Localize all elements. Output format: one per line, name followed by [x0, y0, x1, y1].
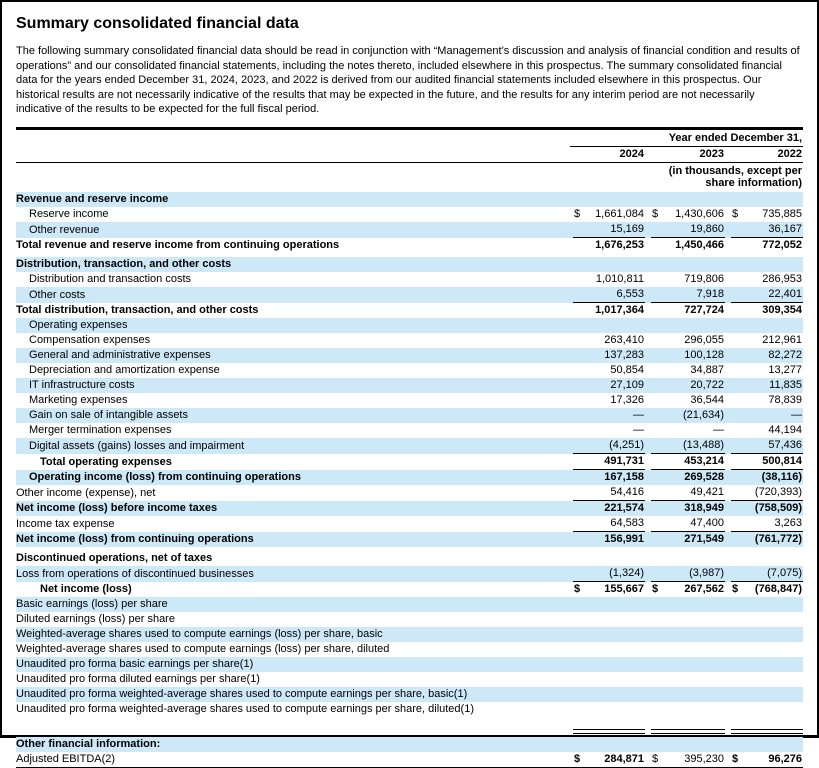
value-cell	[573, 640, 645, 642]
cell-value: 1,661,084	[595, 207, 644, 220]
table-row	[16, 222, 803, 238]
row-label: Unaudited pro forma basic earnings per share(1)	[16, 657, 254, 670]
cell-value: 1,010,811	[595, 272, 644, 285]
cell-value: 44,194	[768, 423, 802, 436]
value-cell	[573, 516, 645, 532]
value-cell	[731, 625, 803, 627]
value-cell	[573, 272, 645, 287]
cell-value: 221,574	[604, 501, 644, 514]
dollar-sign: $	[652, 207, 659, 220]
value-cell	[573, 438, 645, 454]
value-cell	[651, 238, 725, 253]
row-label: Total distribution, transaction, and other costs	[16, 303, 259, 316]
value-cell	[731, 485, 803, 501]
value-cell	[731, 408, 803, 423]
cell-value: 3,263	[774, 516, 802, 529]
row-label: Distribution, transaction, and other costs	[16, 257, 232, 270]
dollar-sign: $	[732, 752, 739, 765]
value-cell	[573, 566, 645, 582]
value-cell	[731, 501, 803, 516]
value-cell	[731, 470, 803, 485]
value-cell	[573, 378, 645, 393]
value-cell	[573, 222, 645, 238]
value-cell	[651, 438, 725, 454]
row-label: Distribution and transaction costs	[29, 272, 192, 285]
cell-value: 453,214	[684, 454, 724, 467]
table-row	[16, 702, 803, 717]
table-row	[16, 287, 803, 303]
row-label: Operating expenses	[29, 318, 128, 331]
cell-value: 36,544	[690, 393, 724, 406]
value-cell	[731, 715, 803, 717]
value-cell	[731, 670, 803, 672]
table-row	[16, 532, 803, 547]
value-cell	[573, 610, 645, 612]
value-cell	[731, 363, 803, 378]
value-cell	[573, 485, 645, 501]
cell-value: 735,885	[762, 207, 802, 220]
value-cell	[731, 532, 803, 547]
row-label: Unaudited pro forma weighted-average shares used to compute earnings per share, basic(1)	[16, 687, 468, 700]
value-cell	[731, 516, 803, 532]
value-cell	[573, 470, 645, 485]
value-cell	[651, 715, 725, 717]
row-label: Income tax expense	[16, 517, 115, 530]
cell-value: 1,017,364	[595, 303, 644, 316]
row-label: Discontinued operations, net of taxes	[16, 551, 213, 564]
table-row	[16, 438, 803, 454]
value-cell	[651, 670, 725, 672]
cell-value: (7,075)	[767, 566, 802, 579]
value-cell	[573, 625, 645, 627]
table-row	[16, 408, 803, 423]
value-cell	[731, 566, 803, 582]
table-row	[16, 454, 803, 470]
cell-value: 1,430,606	[675, 207, 724, 220]
value-cell	[573, 715, 645, 717]
value-cell	[731, 752, 803, 767]
double-rule-row	[16, 720, 803, 734]
table-row	[16, 378, 803, 393]
cell-value: 100,128	[684, 348, 724, 361]
value-cell	[731, 287, 803, 303]
table-row	[16, 566, 803, 582]
row-label: Operating income (loss) from continuing operations	[29, 470, 301, 483]
value-cell	[651, 363, 725, 378]
cell-value: 15,169	[610, 222, 644, 235]
row-label: Basic earnings (loss) per share	[16, 597, 168, 610]
table-row	[16, 737, 803, 752]
cell-value: (758,509)	[754, 501, 802, 514]
value-cell	[731, 640, 803, 642]
year-column-2022	[731, 147, 803, 162]
row-label: Net income (loss)	[40, 582, 132, 595]
cell-value: 296,055	[684, 333, 724, 346]
value-cell	[573, 348, 645, 363]
value-cell	[731, 655, 803, 657]
cell-value: 20,722	[690, 378, 724, 391]
table-row	[16, 238, 803, 253]
value-cell	[573, 363, 645, 378]
value-cell	[573, 700, 645, 702]
value-cell	[651, 516, 725, 532]
dollar-sign: $	[732, 582, 739, 595]
row-label: Digital assets (gains) losses and impairment	[29, 439, 245, 452]
value-cell	[651, 207, 725, 222]
value-cell	[651, 625, 725, 627]
value-cell	[573, 454, 645, 470]
value-cell	[731, 438, 803, 454]
cell-value: (720,393)	[754, 485, 802, 498]
cell-value: 167,158	[604, 470, 644, 483]
financial-table-body	[16, 192, 803, 768]
value-cell	[573, 408, 645, 423]
table-row	[16, 257, 803, 272]
table-row	[16, 672, 803, 687]
cell-value: 1,450,466	[675, 238, 724, 251]
row-label: Unaudited pro forma weighted-average shares used to compute earnings per share, diluted(1)	[16, 702, 474, 715]
financial-table	[16, 127, 803, 768]
value-cell	[651, 700, 725, 702]
table-row	[16, 423, 803, 438]
cell-value: 22,401	[768, 287, 802, 300]
cell-value: (13,488)	[683, 438, 724, 451]
row-label: General and administrative expenses	[29, 348, 211, 361]
value-cell	[651, 610, 725, 612]
cell-value: 155,667	[604, 582, 644, 595]
value-cell	[651, 470, 725, 485]
dollar-sign: $	[652, 582, 659, 595]
row-label: Other financial information:	[16, 737, 161, 750]
value-cell	[573, 238, 645, 253]
cell-value: 1,676,253	[595, 238, 644, 251]
year-label: 2024	[619, 147, 644, 160]
table-row	[16, 303, 803, 318]
table-row	[16, 470, 803, 485]
table-row	[16, 687, 803, 702]
cell-value: —	[633, 423, 644, 436]
double-rule	[573, 729, 645, 734]
value-cell	[573, 287, 645, 303]
table-row	[16, 627, 803, 642]
value-cell	[731, 423, 803, 438]
cell-value: (21,634)	[683, 408, 724, 421]
value-cell	[731, 582, 803, 597]
value-cell	[731, 207, 803, 222]
value-cell	[651, 566, 725, 582]
cell-value: 727,724	[684, 303, 724, 316]
table-row	[16, 363, 803, 378]
year-label: 2023	[699, 147, 724, 160]
value-cell	[651, 393, 725, 408]
cell-value: 269,528	[684, 470, 724, 483]
value-cell	[573, 303, 645, 318]
value-cell	[651, 685, 725, 687]
cell-value: 78,839	[768, 393, 802, 406]
table-row	[16, 752, 803, 768]
row-label: Net income (loss) before income taxes	[16, 501, 218, 514]
row-label: Revenue and reserve income	[16, 192, 169, 205]
value-cell	[573, 582, 645, 597]
value-cell	[573, 423, 645, 438]
cell-value: (768,847)	[754, 582, 802, 595]
cell-value: 50,854	[610, 363, 644, 376]
cell-value: 156,991	[604, 532, 644, 545]
double-rule	[731, 729, 803, 734]
value-cell	[731, 700, 803, 702]
cell-value: 64,583	[610, 516, 644, 529]
cell-value: 772,052	[762, 238, 802, 251]
year-column-2023	[651, 147, 725, 162]
value-cell	[731, 610, 803, 612]
cell-value: 318,949	[684, 501, 724, 514]
intro-paragraph: The following summary consolidated financial data should be read in conjunction with “Management’s discussion and analysis of financial condition and results of operations” and our consolidated financial statements, including the notes thereto, included elsewhere in this prospectus. The summary consolidated financial data for the years ended December 31, 2024, 2023, and 2022 is derived from our audited financial statements included elsewhere in this prospectus. Our historical results are not necessarily indicative of the results that may be expected in the future, and the results for any interim period are not necessarily indicative of the results to be expected for the full fiscal period.	[16, 45, 800, 116]
value-cell	[731, 222, 803, 238]
cell-value: 27,109	[610, 378, 644, 391]
cell-value: 34,887	[690, 363, 724, 376]
cell-value: 96,276	[768, 752, 802, 765]
cell-value: 491,731	[604, 454, 644, 467]
value-cell	[731, 454, 803, 470]
value-cell	[573, 685, 645, 687]
dollar-sign: $	[574, 752, 581, 765]
value-cell	[651, 333, 725, 348]
table-row	[16, 642, 803, 657]
value-cell	[651, 655, 725, 657]
row-label: IT infrastructure costs	[29, 378, 135, 391]
value-cell	[651, 582, 725, 597]
value-cell	[573, 655, 645, 657]
row-label: Compensation expenses	[29, 333, 151, 346]
dollar-sign: $	[574, 582, 581, 595]
units-note-row	[16, 163, 803, 192]
table-row	[16, 318, 803, 333]
table-row	[16, 516, 803, 532]
row-label: Reserve income	[29, 207, 109, 220]
cell-value: 11,835	[769, 378, 802, 391]
cell-value: 49,421	[690, 485, 724, 498]
cell-value: (38,116)	[761, 470, 802, 483]
cell-value: —	[713, 423, 724, 436]
table-row	[16, 597, 803, 612]
cell-value: 263,410	[604, 333, 644, 346]
row-label: Marketing expenses	[29, 393, 128, 406]
units-note: (in thousands, except per share information)	[668, 164, 802, 190]
value-cell	[573, 752, 645, 767]
row-label: Other costs	[29, 288, 86, 301]
table-row	[16, 192, 803, 207]
table-row	[16, 207, 803, 222]
year-column-2024	[573, 147, 645, 162]
cell-value: 7,918	[696, 287, 724, 300]
cell-value: 36,167	[768, 222, 802, 235]
value-cell	[731, 303, 803, 318]
cell-value: 500,814	[762, 454, 802, 467]
row-label: Loss from operations of discontinued businesses	[16, 567, 254, 580]
value-cell	[573, 501, 645, 516]
cell-value: 17,326	[610, 393, 644, 406]
cell-value: 57,436	[768, 438, 802, 451]
year-columns-row	[16, 147, 803, 163]
table-row	[16, 393, 803, 408]
value-cell	[651, 423, 725, 438]
dollar-sign: $	[652, 752, 659, 765]
period-header-row	[16, 132, 803, 147]
value-cell	[651, 408, 725, 423]
value-cell	[731, 238, 803, 253]
row-label: Other income (expense), net	[16, 486, 156, 499]
cell-value: 82,272	[768, 348, 802, 361]
value-cell	[651, 454, 725, 470]
row-label: Weighted-average shares used to compute earnings (loss) per share, diluted	[16, 642, 390, 655]
row-label: Total operating expenses	[40, 455, 172, 468]
period-header: Year ended December 31,	[570, 132, 803, 147]
row-label: Adjusted EBITDA(2)	[16, 752, 116, 765]
cell-value: 6,553	[616, 287, 644, 300]
cell-value: 19,860	[690, 222, 724, 235]
table-row	[16, 612, 803, 627]
value-cell	[651, 348, 725, 363]
cell-value: 284,871	[604, 752, 644, 765]
cell-value: 47,400	[690, 516, 724, 529]
value-cell	[651, 303, 725, 318]
cell-value: 719,806	[684, 272, 724, 285]
value-cell	[731, 685, 803, 687]
double-rule	[651, 729, 725, 734]
cell-value: 395,230	[684, 752, 724, 765]
table-row	[16, 333, 803, 348]
dollar-sign: $	[574, 207, 581, 220]
cell-value: (3,987)	[689, 566, 724, 579]
table-row	[16, 582, 803, 597]
value-cell	[731, 348, 803, 363]
value-cell	[651, 272, 725, 287]
cell-value: (761,772)	[754, 532, 802, 545]
row-label: Weighted-average shares used to compute earnings (loss) per share, basic	[16, 627, 383, 640]
table-row	[16, 501, 803, 516]
double-rule-spacer	[16, 732, 567, 734]
row-label: Total revenue and reserve income from continuing operations	[16, 238, 340, 251]
row-label: Other revenue	[29, 223, 100, 236]
table-row	[16, 551, 803, 566]
cell-value: (1,324)	[609, 566, 644, 579]
cell-value: —	[633, 408, 644, 421]
row-label: Depreciation and amortization expense	[29, 363, 220, 376]
value-cell	[651, 485, 725, 501]
row-label: Unaudited pro forma diluted earnings per share(1)	[16, 672, 260, 685]
value-cell	[651, 378, 725, 393]
year-label: 2022	[777, 147, 802, 160]
cell-value: 13,277	[768, 363, 802, 376]
value-cell	[651, 287, 725, 303]
value-cell	[731, 333, 803, 348]
page-title: Summary consolidated financial data	[16, 15, 299, 32]
dollar-sign: $	[732, 207, 739, 220]
value-cell	[573, 333, 645, 348]
cell-value: 286,953	[762, 272, 802, 285]
row-label: Diluted earnings (loss) per share	[16, 612, 175, 625]
cell-value: 212,961	[762, 333, 802, 346]
cell-value: —	[791, 408, 802, 421]
row-label: Net income (loss) from continuing operations	[16, 532, 254, 545]
cell-value: 267,562	[684, 582, 724, 595]
cell-value: 271,549	[684, 532, 724, 545]
value-cell	[731, 272, 803, 287]
row-label: Gain on sale of intangible assets	[29, 408, 188, 421]
table-row	[16, 348, 803, 363]
table-row	[16, 272, 803, 287]
table-row	[16, 485, 803, 501]
value-cell	[651, 532, 725, 547]
value-cell	[573, 532, 645, 547]
value-cell	[573, 670, 645, 672]
table-row	[16, 657, 803, 672]
cell-value: 137,283	[604, 348, 644, 361]
cell-value: (4,251)	[609, 438, 644, 451]
row-label: Merger termination expenses	[29, 423, 172, 436]
table-top-rule	[16, 127, 803, 130]
value-cell	[651, 640, 725, 642]
year-row-spacer	[16, 160, 567, 162]
cell-value: 309,354	[762, 303, 802, 316]
value-cell	[731, 378, 803, 393]
value-cell	[731, 393, 803, 408]
value-cell	[651, 222, 725, 238]
value-cell	[573, 393, 645, 408]
value-cell	[573, 207, 645, 222]
cell-value: 54,416	[610, 485, 644, 498]
value-cell	[651, 501, 725, 516]
value-cell	[651, 752, 725, 767]
